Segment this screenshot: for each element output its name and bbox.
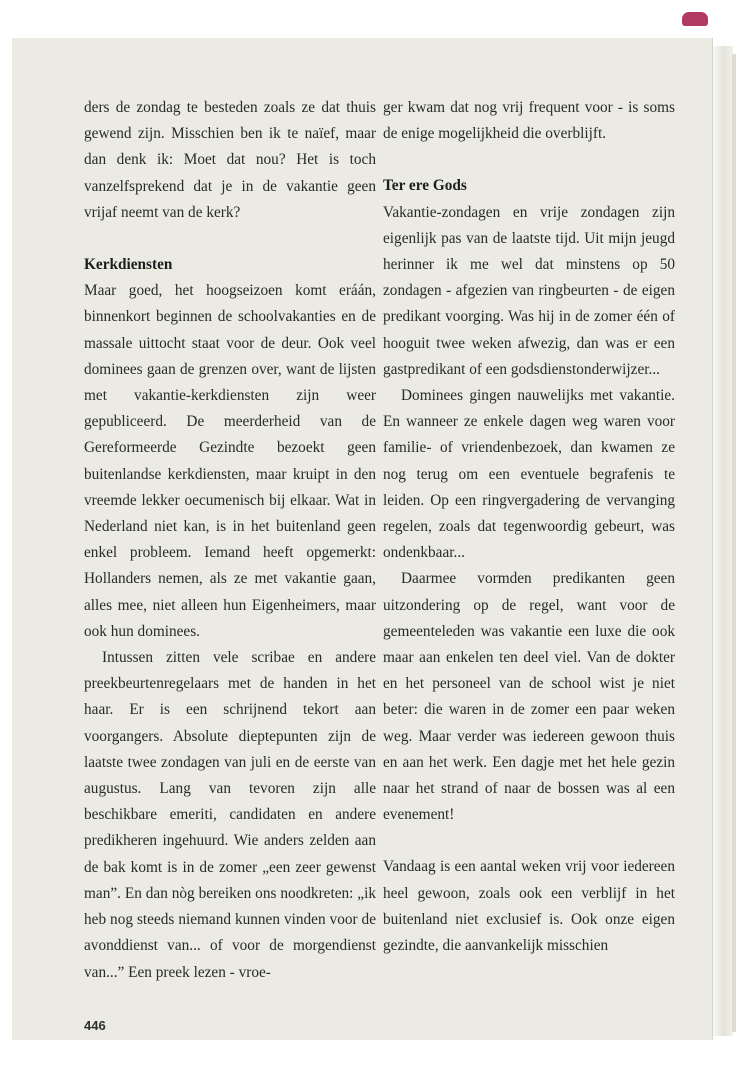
page-stack-edge [712, 46, 733, 1036]
page-stack-edge-outer [732, 54, 736, 1032]
left-paragraph-3: Intussen zitten vele scribae en andere preekbeurtenregelaars met de handen in het haar. Er is een schrijnend tekort aan voorgangers. Absolute dieptepunten zijn de laatste twee zondagen van juli en de eerste van augustus. Lang van tevoren zijn alle beschikbare emeriti, candidaten en andere predikheren ingehuurd. Wie anders zelden aan de bak komt is in de zomer „een zeer gewenst man”. En dan nòg bereiken ons noodkreten: „ik heb nog steeds niemand kunnen vinden voor de avonddienst van... of voor de morgendienst van...” Een preek lezen - vroe- [84, 649, 376, 981]
left-column [84, 95, 376, 986]
right-paragraph-continued: ger kwam dat nog vrij frequent voor - is soms de enige mogelijkheid die overblijft. [383, 99, 675, 143]
left-paragraph-2: Maar goed, het hoogseizoen komt eráán, binnenkort beginnen de schoolvakanties en de massale uittocht staat voor de deur. Ook veel dominees gaan de grenzen over, want de lijsten met vakantie-kerkdiensten zijn weer gepubliceerd. De meerderheid van de Gereformeerde Gezindte bezoekt geen buitenlandse kerkdiensten, maar kruipt in den vreemde lekker oecumenisch bij elkaar. Wat in Nederland niet kan, is in het buitenland geen enkel probleem. Iemand heeft opgemerkt: Hollanders nemen, als ze met vakantie gaan, alles mee, niet alleen hun Eigenheimers, maar ook hun dominees. [84, 282, 376, 640]
heading-kerkdiensten: Kerkdiensten [84, 256, 173, 274]
right-paragraph-4: Daarmee vormden predikanten geen uitzondering op de regel, want voor de gemeenteleden was vakantie een luxe die ook maar aan enkelen ten deel viel. Van de dokter en het personeel van de school wist je niet beter: die waren in de zomer een paar weken weg. Maar verder was iedereen gewoon thuis en aan het werk. Een dagje met het hele gezin naar het strand of naar de bossen was al een evenement! [383, 570, 675, 824]
heading-ter-ere-gods: Ter ere Gods [383, 177, 467, 195]
left-paragraph-continued: ders de zondag te besteden zoals ze dat thuis gewend zijn. Misschien ben ik te naïef, maar dan denk ik: Moet dat nou? Het is toch vanzelfsprekend dat je in de vakantie geen vrijaf neemt van de kerk? [84, 99, 376, 221]
right-paragraph-5: Vandaag is een aantal weken vrij voor iedereen heel gewoon, zoals ook een verblijf in het buitenland niet exclusief is. Ook onze eigen gezindte, die aanvankelijk misschien [383, 858, 675, 955]
right-column [383, 95, 675, 959]
right-paragraph-3: Dominees gingen nauwelijks met vakantie. En wanneer ze enkele dagen weg waren voor familie- of vriendenbezoek, dan kwamen ze nog terug om een eventuele begrafenis te leiden. Op een ringvergadering de vervanging regelen, zoals dat tegenwoordig gebeurt, was ondenkbaar... [383, 387, 675, 562]
page-number: 446 [84, 1018, 106, 1033]
right-paragraph-2: Vakantie-zondagen en vrije zondagen zijn eigenlijk pas van de laatste tijd. Uit mijn jeugd herinner ik me wel dat minstens op 50 zondagen - afgezien van ringbeurten - de eigen predikant voorging. Was hij in de zomer één of hooguit twee weken afwezig, dan was er een gastpredikant of een godsdienstonderwijzer... [383, 203, 675, 378]
bookmark-ribbon [682, 12, 708, 26]
